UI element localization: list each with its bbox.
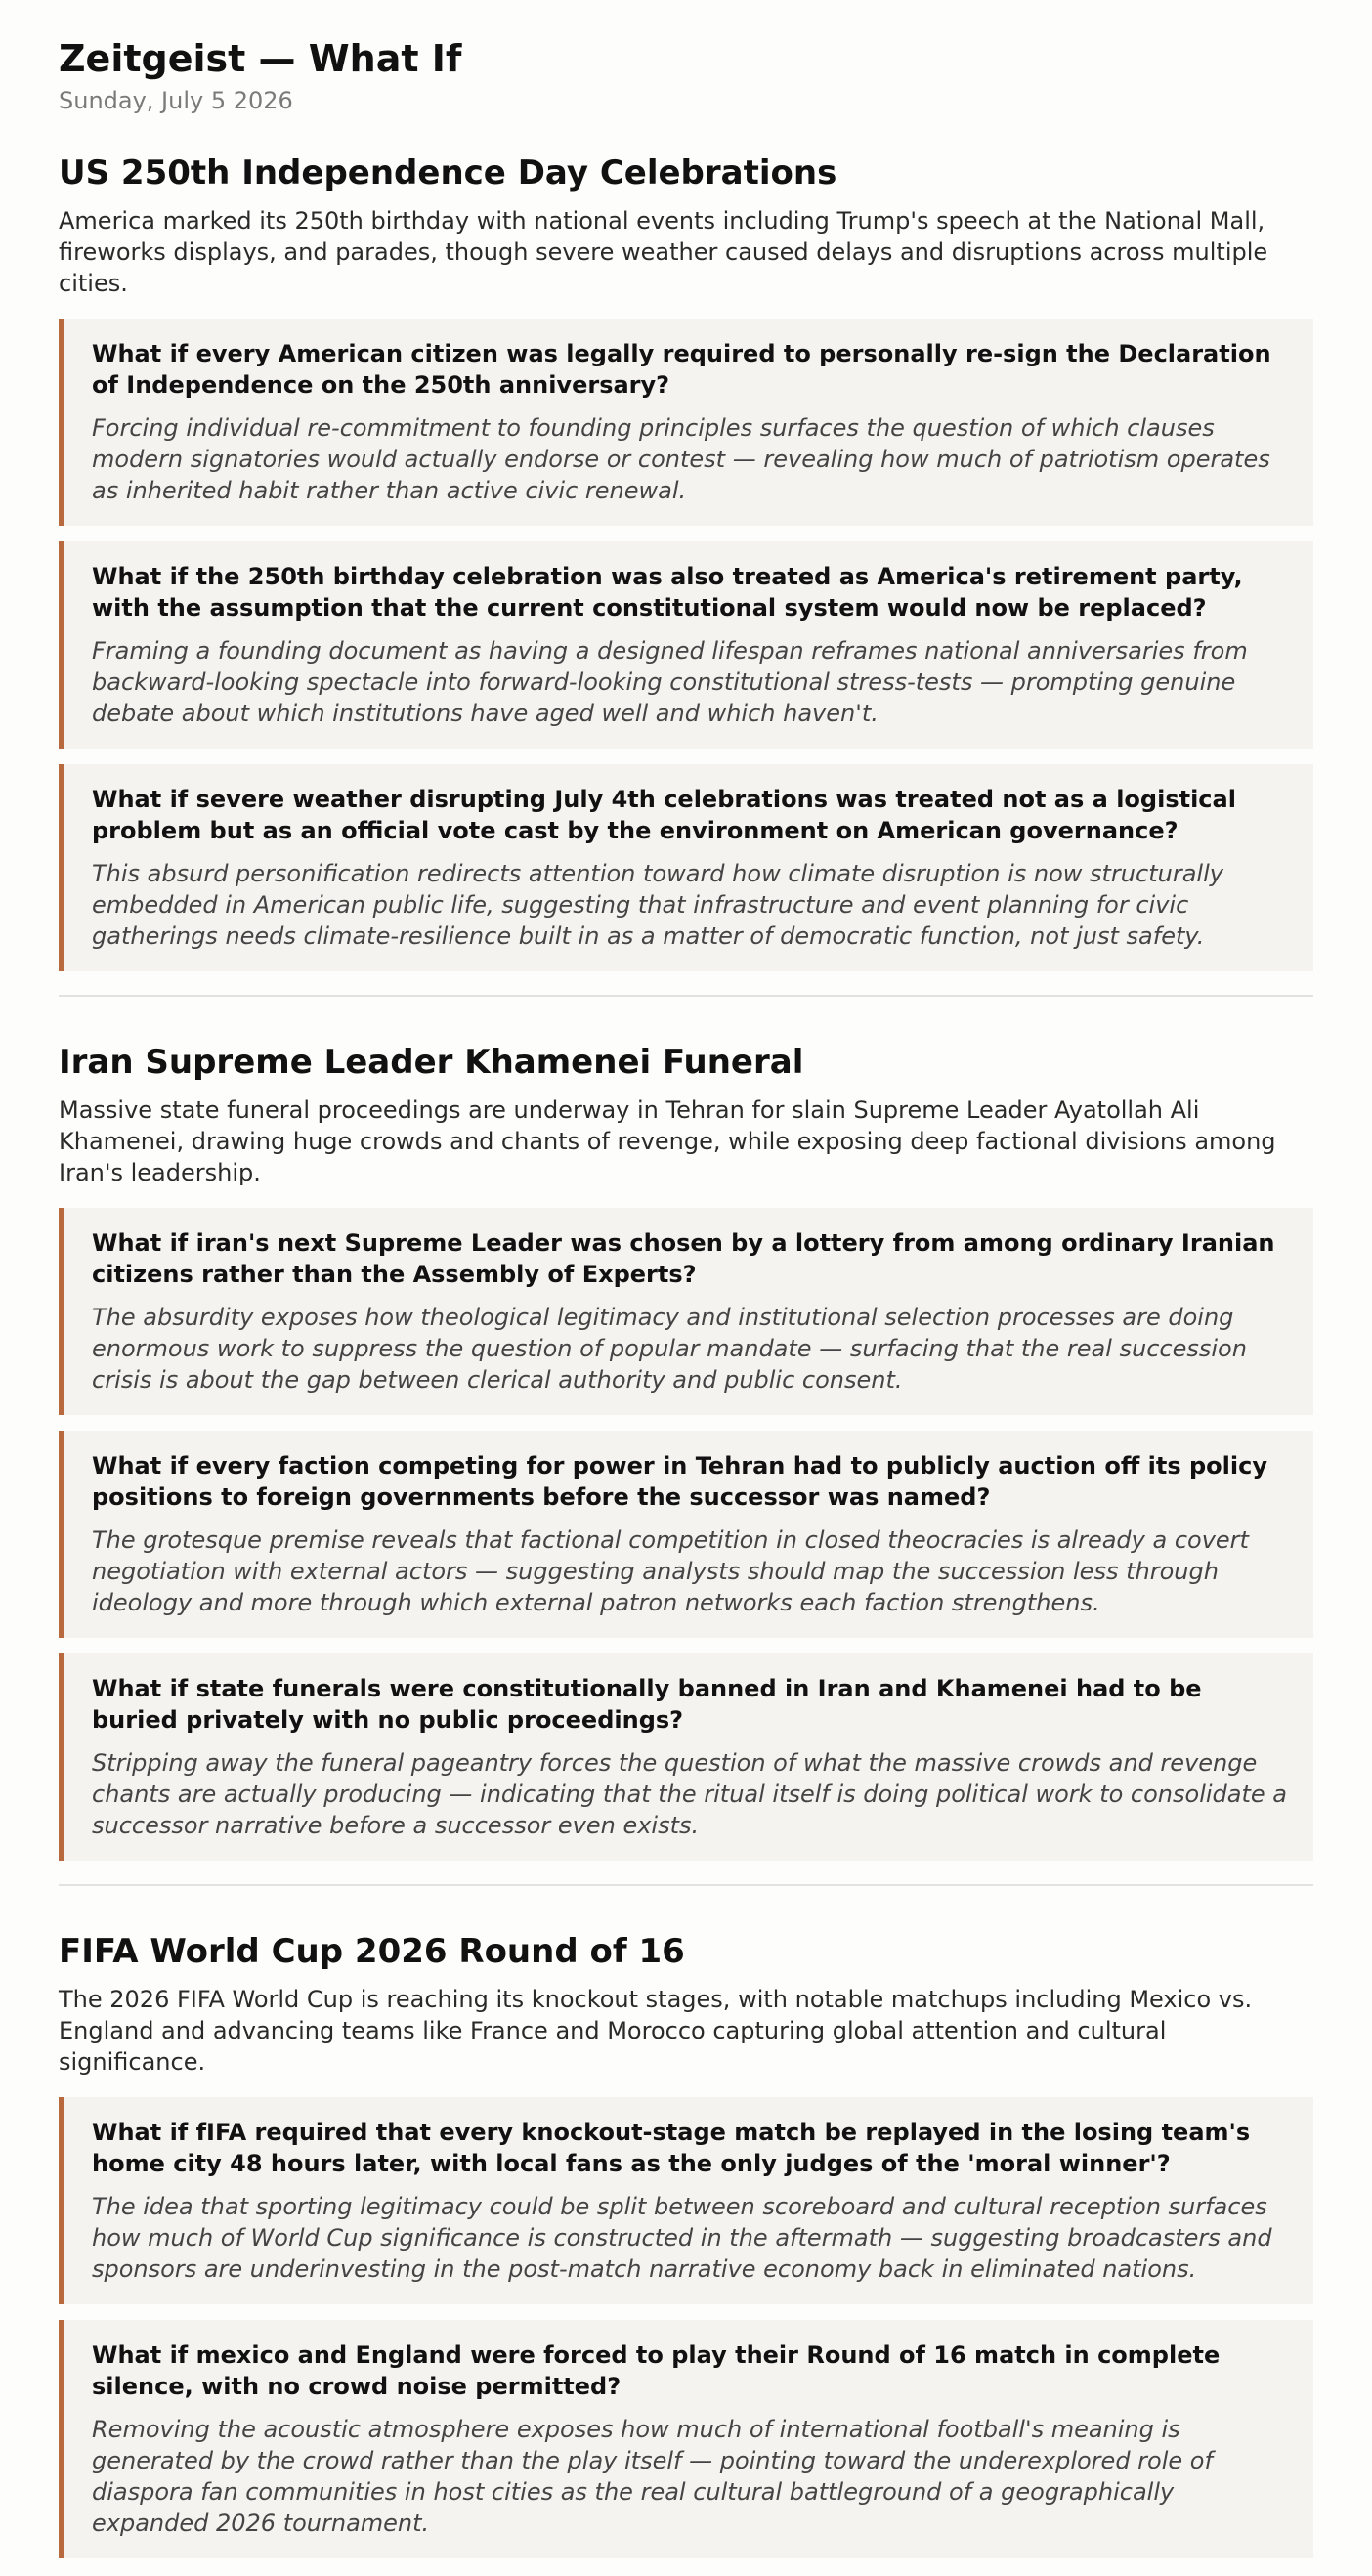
- topic-summary: The 2026 FIFA World Cup is reaching its knockout stages, with notable matchups including Mexico vs. England and advancing teams like France and Morocco capturing global attention and cultural significance.: [59, 1986, 1253, 2076]
- what-if-question: What if mexico and England were forced to play their Round of 16 match in complete silence, with no crowd noise permitted?: [92, 2341, 1221, 2400]
- what-if-card: [59, 541, 1313, 749]
- section-divider: [59, 1884, 1313, 1886]
- topic-title: FIFA World Cup 2026 Round of 16: [59, 1932, 685, 1971]
- what-if-card: [59, 764, 1313, 971]
- topic-title: US 250th Independence Day Celebrations: [59, 153, 837, 193]
- page-date: Sunday, July 5 2026: [59, 87, 293, 114]
- what-if-question: What if severe weather disrupting July 4th celebrations was treated not as a logistical problem but as an official vote cast by the environment on American governance?: [92, 786, 1236, 844]
- what-if-card: [59, 1208, 1313, 1415]
- topic-section: [59, 150, 1313, 971]
- what-if-card: [59, 2320, 1313, 2558]
- what-if-answer: Stripping away the funeral pageantry forces the question of what the massive crowds and revenge chants are actually producing — indicating that the ritual itself is doing political work to consolidate a successor narrative before a successor even exists.: [92, 1749, 1287, 1839]
- what-if-question: What if every faction competing for power in Tehran had to publicly auction off its policy positions to foreign governments before the successor was named?: [92, 1452, 1267, 1511]
- what-if-answer: This absurd personification redirects attention toward how climate disruption is now structurally embedded in American public life, suggesting that infrastructure and event planning for civic gatherings needs climate-resilience built in as a matter of democratic function, not just safety.: [92, 860, 1223, 950]
- topic-summary: Massive state funeral proceedings are underway in Tehran for slain Supreme Leader Ayatollah Ali Khamenei, drawing huge crowds and chants of revenge, while exposing deep factional divisions among Iran's leadership.: [59, 1096, 1276, 1186]
- what-if-answer: Framing a founding document as having a designed lifespan reframes national anniversaries from backward-looking spectacle into forward-looking constitutional stress-tests — prompting genuine debate about which institutions have aged well and which haven't.: [92, 637, 1248, 727]
- what-if-answer: The grotesque premise reveals that factional competition in closed theocracies is already a covert negotiation with external actors — suggesting analysts should map the succession less through ideology and more through which external patron networks each faction strengthens.: [92, 1526, 1249, 1616]
- topic-section: [59, 1929, 1313, 2558]
- what-if-card: [59, 2097, 1313, 2304]
- what-if-answer: Forcing individual re-commitment to founding principles surfaces the question of which clauses modern signatories would actually endorse or contest — revealing how much of patriotism operates as inherited habit rather than active civic renewal.: [92, 414, 1270, 504]
- what-if-card: [59, 319, 1313, 526]
- section-divider: [59, 995, 1313, 997]
- topic-section: [59, 1040, 1313, 1861]
- what-if-card: [59, 1431, 1313, 1638]
- page-title: Zeitgeist — What If: [59, 37, 462, 80]
- what-if-card: [59, 1653, 1313, 1861]
- what-if-question: What if every American citizen was legally required to personally re-sign the Declaration of Independence on the 250th anniversary?: [92, 340, 1271, 399]
- what-if-answer: The absurdity exposes how theological legitimacy and institutional selection processes are doing enormous work to suppress the question of popular mandate — surfacing that the real succession crisis is about the gap between clerical authority and public consent.: [92, 1304, 1247, 1394]
- what-if-question: What if iran's next Supreme Leader was chosen by a lottery from among ordinary Iranian citizens rather than the Assembly of Experts?: [92, 1229, 1275, 1288]
- what-if-question: What if fIFA required that every knockout-stage match be replayed in the losing team's home city 48 hours later, with local fans as the only judges of the 'moral winner'?: [92, 2119, 1251, 2177]
- topic-title: Iran Supreme Leader Khamenei Funeral: [59, 1043, 804, 1082]
- what-if-answer: Removing the acoustic atmosphere exposes how much of international football's meaning is generated by the crowd rather than the play itself — pointing toward the underexplored role of diaspora fan communities in host cities as the real cultural battleground of a geographically expanded 2026 tournament.: [92, 2416, 1213, 2537]
- what-if-answer: The idea that sporting legitimacy could be split between scoreboard and cultural reception surfaces how much of World Cup significance is constructed in the aftermath — suggesting broadcasters and sponsors are underinvesting in the post-match narrative economy back in eliminated nations.: [92, 2193, 1272, 2283]
- what-if-question: What if the 250th birthday celebration was also treated as America's retirement party, with the assumption that the current constitutional system would now be replaced?: [92, 563, 1243, 622]
- what-if-question: What if state funerals were constitutionally banned in Iran and Khamenei had to be buried privately with no public proceedings?: [92, 1675, 1202, 1734]
- topic-summary: America marked its 250th birthday with national events including Trump's speech at the National Mall, fireworks displays, and parades, though severe weather caused delays and disruptions across multiple cities.: [59, 207, 1268, 297]
